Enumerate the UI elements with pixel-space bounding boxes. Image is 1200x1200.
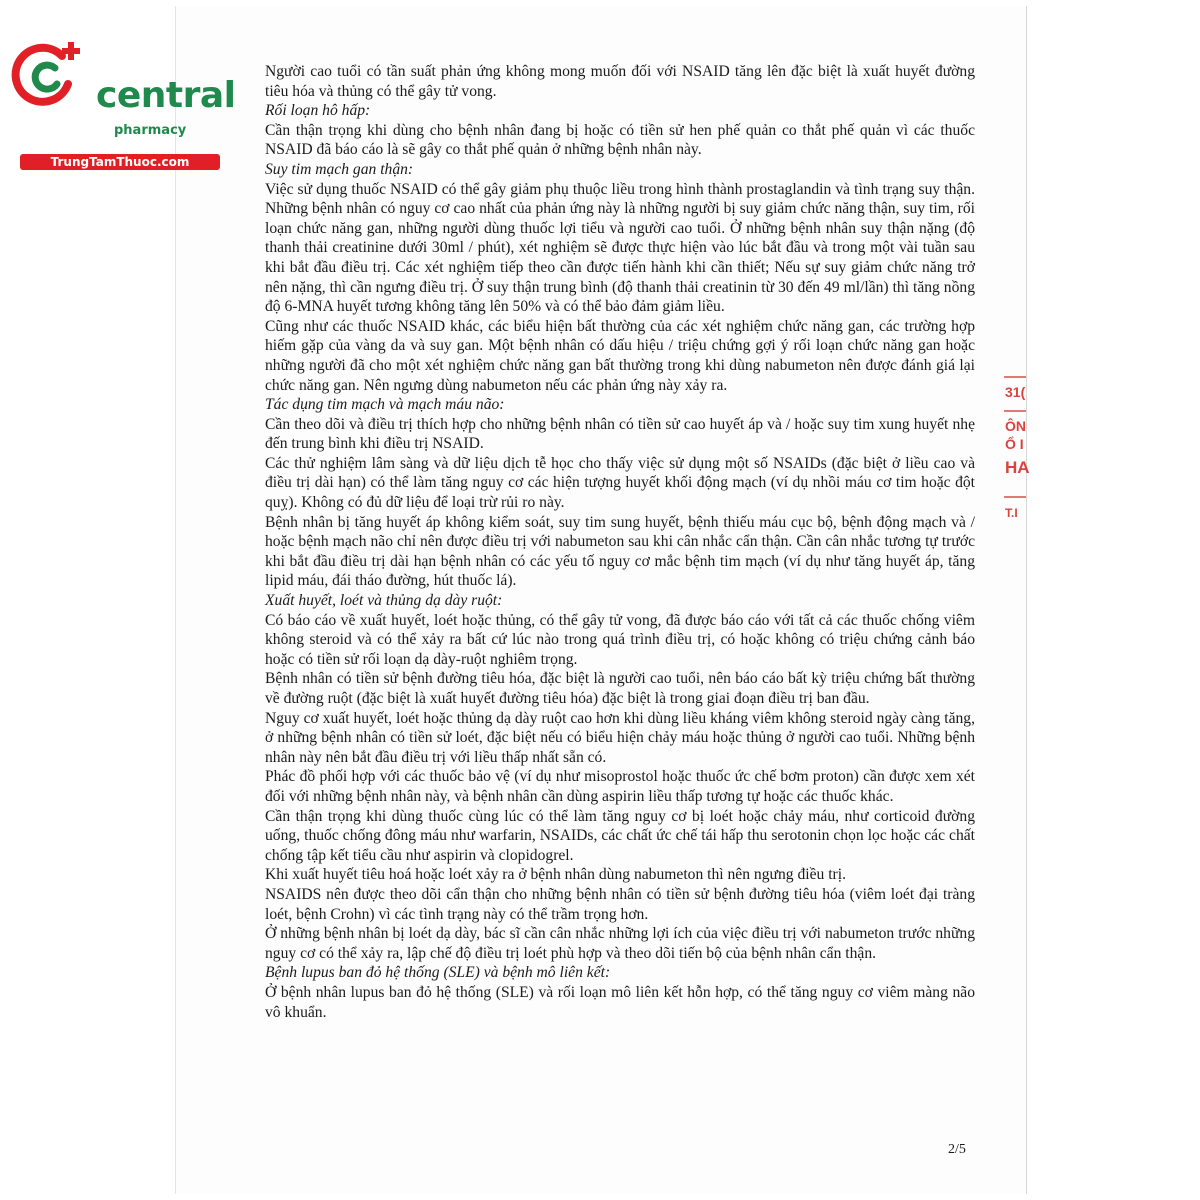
stamp-line [1004,376,1026,378]
paragraph: Phác đồ phối hợp với các thuốc bảo vệ (ví dụ như misoprostol hoặc thuốc ức chế bơm proton) cần được xem xét đối với những bệnh nhân này, và bệnh nhân cần dùng aspirin liều thấp tương tự hoặc các thuốc khác. [265,768,975,805]
logo-subtitle: pharmacy [114,123,187,138]
section-heading: Suy tim mạch gan thận: [265,160,414,178]
paragraph: Có báo cáo về xuất huyết, loét hoặc thủng, có thể gây tử vong, đã được báo cáo với tất cả các thuốc chống viêm không steroid và có thể xảy ra bất cứ lúc nào trong quá trình điều trị, có hoặc không có triệu chứng cảnh báo hoặc có tiền sử rối loạn dạ dày-ruột nghiêm trọng. [265,611,975,668]
stamp-line [1004,410,1026,412]
logo-url-badge[interactable]: TrungTamThuoc.com [20,154,220,170]
stamp-text: T.I [1005,506,1018,520]
stamp-text: 31( [1005,384,1026,400]
document-body [265,62,975,1022]
paragraph: Người cao tuổi có tần suất phản ứng không mong muốn đối với NSAID tăng lên đặc biệt là xuất huyết đường tiêu hóa và thủng có thể gây tử vong. [265,63,975,100]
stamp-text: HA [1005,458,1030,477]
stamp-text: ÔN [1005,418,1026,434]
paragraph: Cần theo dõi và điều trị thích hợp cho những bệnh nhân có tiền sử cao huyết áp và / hoặc suy tim xung huyết nhẹ đến trung bình khi điều trị NSAID. [265,415,975,453]
section-heading: Xuất huyết, loét và thủng dạ dày ruột: [265,592,503,610]
pharmacy-cross-icon [10,36,90,116]
stamp-line [1004,496,1026,498]
page-number: 2/5 [948,1142,966,1157]
paragraph: Cần thận trọng khi dùng cho bệnh nhân đang bị hoặc có tiền sử hen phế quản co thắt phế quản vì các thuốc NSAID đã báo cáo là sẽ gây co thắt phế quản ở những bệnh nhân này. [265,121,975,159]
section-heading: Rối loạn hô hấp: [265,102,371,120]
paragraph: Việc sử dụng thuốc NSAID có thể gây giảm phụ thuộc liều trong hình thành prostaglandin và tình trạng suy thận. Những bệnh nhân có nguy cơ cao nhất của phản ứng này là những người bị suy giảm chức năng thận, suy tim, rối loạn chức năng gan, những người dùng thuốc lợi tiểu và người cao tuổi. Ở những bệnh nhân suy thận nặng (độ thanh thải creatinine dưới 30ml / phút), xét nghiệm sẽ được thực hiện vào lúc bắt đầu và trong một vài tuần sau khi bắt đầu điều trị. Các xét nghiệm tiếp theo cần được tiến hành khi cần thiết; Nếu sự suy giảm chức năng trở nên nặng, thì cần ngưng điều trị. Ở suy thận trung bình (độ thanh thải creatinin từ 30 đến 49 ml/lần) thì tăng nồng độ 6-MNA huyết tương không tăng lên 50% và có thể bảo đảm giảm liều. [265,180,975,316]
section-heading: Bệnh lupus ban đỏ hệ thống (SLE) và bệnh mô liên kết: [265,964,611,982]
paragraph: Ở những bệnh nhân bị loét dạ dày, bác sĩ cần cân nhắc những lợi ích của việc điều trị với nabumeton trước những nguy cơ có thể xảy ra, lập chế độ điều trị loét phù hợp và theo dõi tiến bộ của bệnh nhân cẩn thận. [265,925,975,962]
paragraph: Cũng như các thuốc NSAID khác, các biểu hiện bất thường của các xét nghiệm chức năng gan, các trường hợp hiếm gặp của vàng da và suy gan. Một bệnh nhân có dấu hiệu / triệu chứng gợi ý rối loạn chức năng gan hoặc những người đã cho một xét nghiệm chức năng gan bất thường trong khi dùng nabumeton nên được đánh giá lại chức năng gan. Nên ngưng dùng nabumeton nếu các phản ứng này xảy ra. [265,317,975,394]
paragraph: Ở bệnh nhân lupus ban đỏ hệ thống (SLE) và rối loạn mô liên kết hỗn hợp, có thể tăng nguy cơ viêm màng não vô khuẩn. [265,983,975,1021]
paragraph: Nguy cơ xuất huyết, loét hoặc thủng dạ dày ruột cao hơn khi dùng liều kháng viêm không steroid ngày càng tăng, ở những bệnh nhân có tiền sử loét, đặc biệt nếu có biểu hiện chảy máu hoặc thủng ở người cao tuổi. Những bệnh nhân này nên bắt đầu điều trị với liều thấp nhất sẵn có. [265,709,975,766]
paragraph: Bệnh nhân có tiền sử bệnh đường tiêu hóa, đặc biệt là người cao tuổi, nên báo cáo bất kỳ triệu chứng bất thường về đường ruột (đặc biệt là xuất huyết đường tiêu hóa) đặc biệt là trong giai đoạn điều trị ban đầu. [265,670,975,707]
section-heading: Tác dụng tim mạch và mạch máu não: [265,396,505,414]
central-pharmacy-logo[interactable] [10,36,236,169]
paragraph: Cần thận trọng khi dùng thuốc cùng lúc có thể làm tăng nguy cơ bị loét hoặc chảy máu, như corticoid đường uống, thuốc chống đông máu như warfarin, NSAIDs, các chất ức chế tái hấp thu serotonin chọn lọc hoặc các chất chống tập kết tiểu cầu như aspirin và clopidogrel. [265,807,975,864]
paragraph: NSAIDS nên được theo dõi cẩn thận cho những bệnh nhân có tiền sử bệnh đường tiêu hóa (viêm loét đại tràng loét, bệnh Crohn) vì các tình trạng này có thể trầm trọng hơn. [265,885,975,923]
paragraph: Khi xuất huyết tiêu hoá hoặc loét xảy ra ở bệnh nhân dùng nabumeton thì nên ngưng điều trị. [265,866,846,884]
paragraph: Các thử nghiệm lâm sàng và dữ liệu dịch tễ học cho thấy việc sử dụng một số NSAIDs (đặc biệt ở liều cao và điều trị dài hạn) có thể làm tăng nguy cơ các hiện tượng huyết khối động mạch (ví dụ nhồi máu cơ tim hoặc đột quỵ). Không có đủ dữ liệu để loại trừ rủi ro này. [265,454,975,512]
paragraph: Bệnh nhân bị tăng huyết áp không kiểm soát, suy tim sung huyết, bệnh thiếu máu cục bộ, bệnh động mạch và / hoặc bệnh mạch não chỉ nên được điều trị với nabumeton sau khi cân nhắc cẩn thận. Cần cân nhắc tương tự trước khi bắt đầu điều trị dài hạn bệnh nhân có các yếu tố nguy cơ mắc bệnh tim mạch (ví dụ như tăng huyết áp, tăng lipid máu, đái tháo đường, hút thuốc lá). [265,513,975,590]
logo-name: central [96,75,236,116]
stamp-text: Ổ I [1005,436,1024,452]
